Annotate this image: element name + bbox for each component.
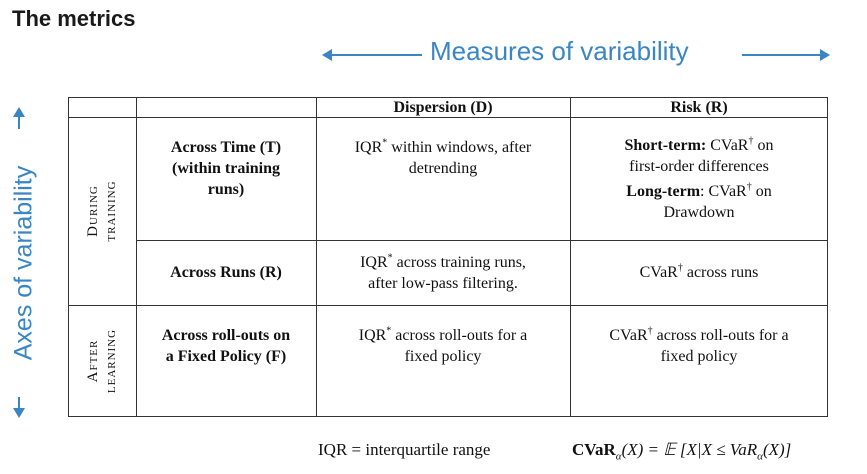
group-label-during-training: During training [85, 180, 119, 242]
metrics-table [68, 97, 828, 417]
cell-time-risk: Short-term: CVaR† on first-order differences Long-term: CVaR† on Drawdown [624, 135, 774, 221]
measures-of-variability-header [322, 34, 830, 74]
arrow-right-icon [820, 49, 830, 61]
cell-runs-risk: CVaR† across runs [639, 262, 759, 281]
axes-of-variability-header [0, 105, 48, 420]
axes-label: Axes of variability [9, 165, 38, 360]
row-label-across-runs: Across Runs (R) [170, 264, 282, 281]
group-label-after-learning: After learning [85, 328, 119, 394]
footer-iqr-definition: IQR = interquartile range [318, 440, 491, 459]
arrow-line-left [330, 54, 422, 56]
measures-label: Measures of variability [430, 36, 689, 66]
row-label-across-time: Across Time (T) (within training runs) [170, 139, 282, 198]
cell-time-dispersion: IQR* within windows, after detrending [354, 137, 532, 177]
footer-cvar-definition: CVaR$_\alpha$(X) = 𝔼 [X|X ≤ VaR$_\alpha$(X)] [572, 440, 792, 463]
cell-runs-dispersion: IQR* across training runs, after low-pass filtering. [360, 252, 526, 292]
arrow-down-icon [13, 408, 25, 418]
arrow-line-right [742, 54, 822, 56]
cell-rollouts-dispersion: IQR* across roll-outs for a fixed policy [358, 325, 528, 365]
arrow-up-icon [13, 107, 25, 117]
column-header-dispersion: Dispersion (D) [393, 98, 493, 116]
row-label-across-rollouts: Across roll-outs on a Fixed Policy (F) [161, 327, 291, 365]
arrow-line-top [18, 117, 20, 129]
column-header-risk: Risk (R) [670, 98, 728, 116]
page-title: The metrics [12, 6, 136, 31]
cell-rollouts-risk: CVaR† across roll-outs for a fixed policy [609, 325, 789, 365]
